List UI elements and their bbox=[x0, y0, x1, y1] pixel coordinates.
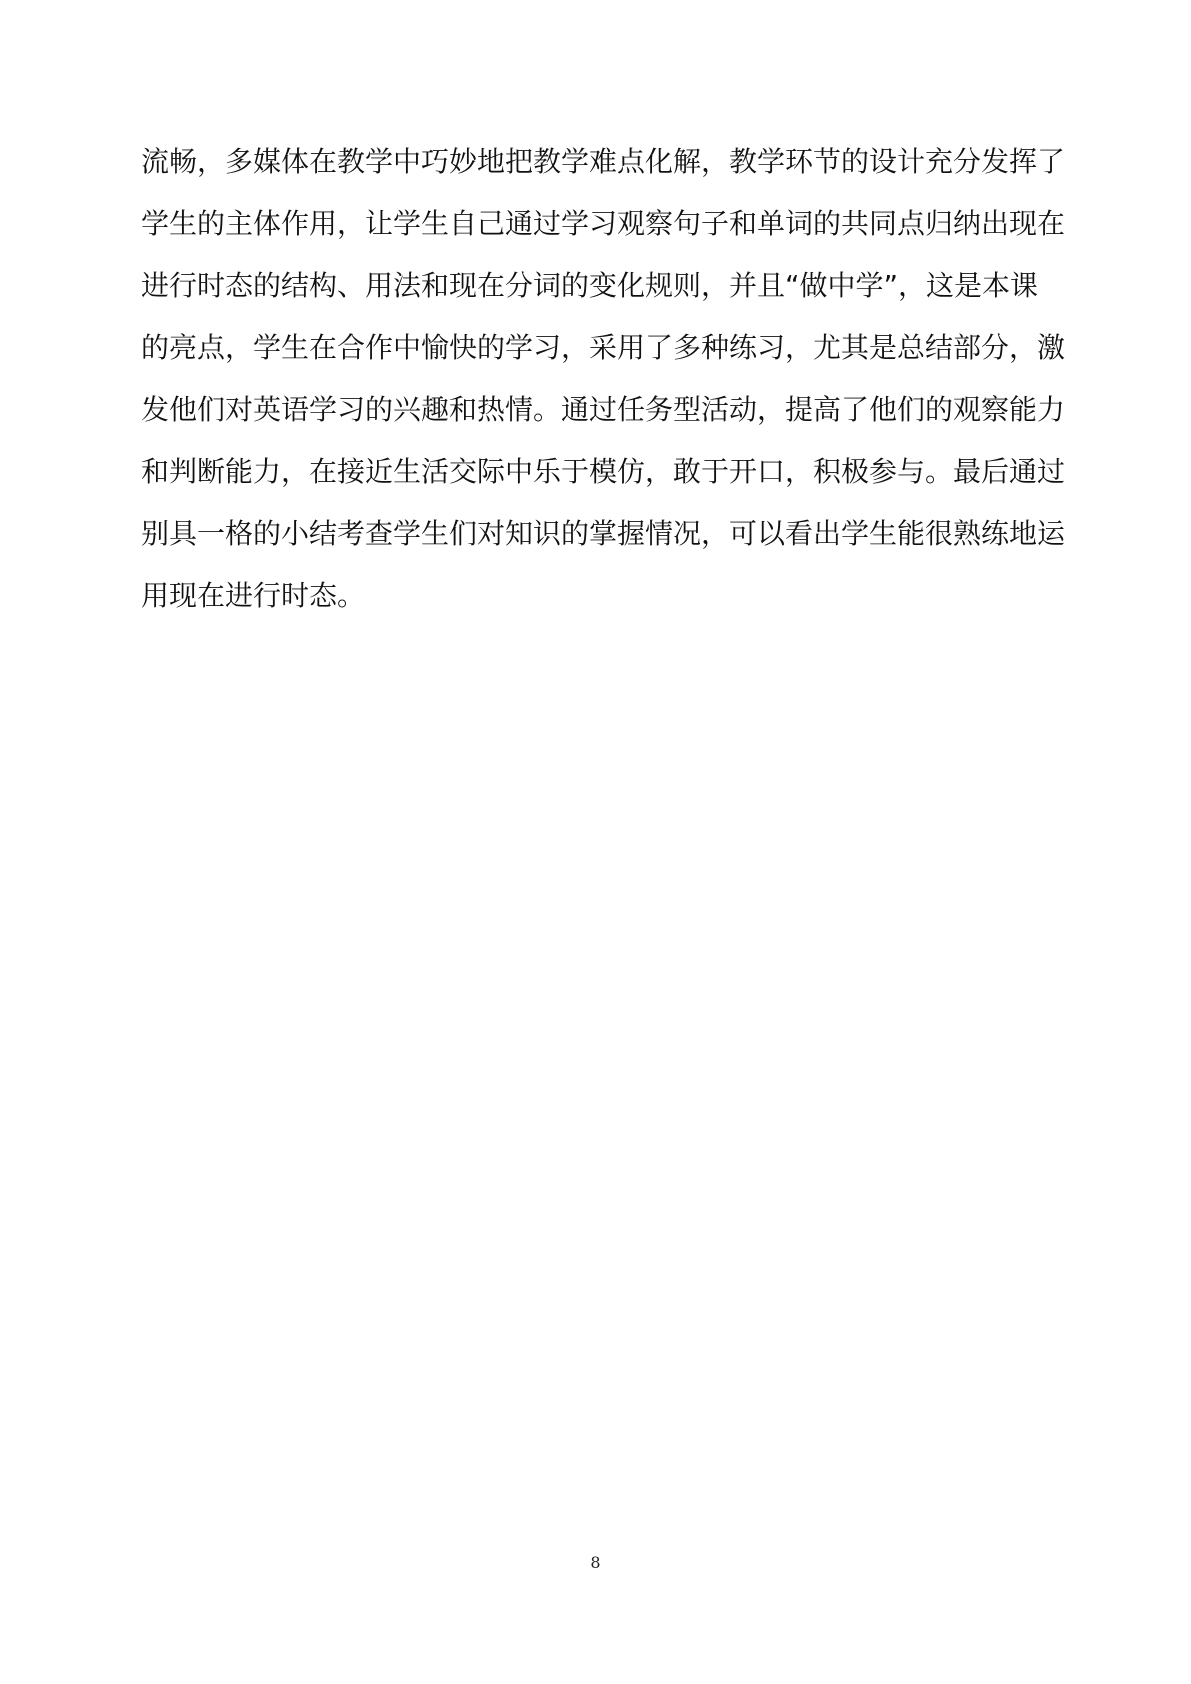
body-paragraph bbox=[141, 131, 1071, 627]
text-line-3: 进行时态的结构、用法和现在分词的变化规则，并且“做中学”，这是本课 bbox=[141, 269, 1039, 302]
text-line-7: 别具一格的小结考查学生们对知识的掌握情况，可以看出学生能很熟练地运 bbox=[141, 517, 1066, 550]
text-line-1: 流畅，多媒体在教学中巧妙地把教学难点化解，教学环节的设计充分发挥了 bbox=[141, 145, 1066, 178]
page-number: 8 bbox=[590, 1553, 601, 1572]
text-line-8: 用现在进行时态。 bbox=[141, 579, 366, 612]
text-line-2: 学生的主体作用，让学生自己通过学习观察句子和单词的共同点归纳出现在 bbox=[141, 207, 1066, 240]
text-line-5: 发他们对英语学习的兴趣和热情。通过任务型活动，提高了他们的观察能力 bbox=[141, 393, 1066, 426]
text-line-4: 的亮点，学生在合作中愉快的学习，采用了多种练习，尤其是总结部分，激 bbox=[141, 331, 1066, 364]
text-line-6: 和判断能力，在接近生活交际中乐于模仿，敢于开口，积极参与。最后通过 bbox=[141, 455, 1066, 488]
